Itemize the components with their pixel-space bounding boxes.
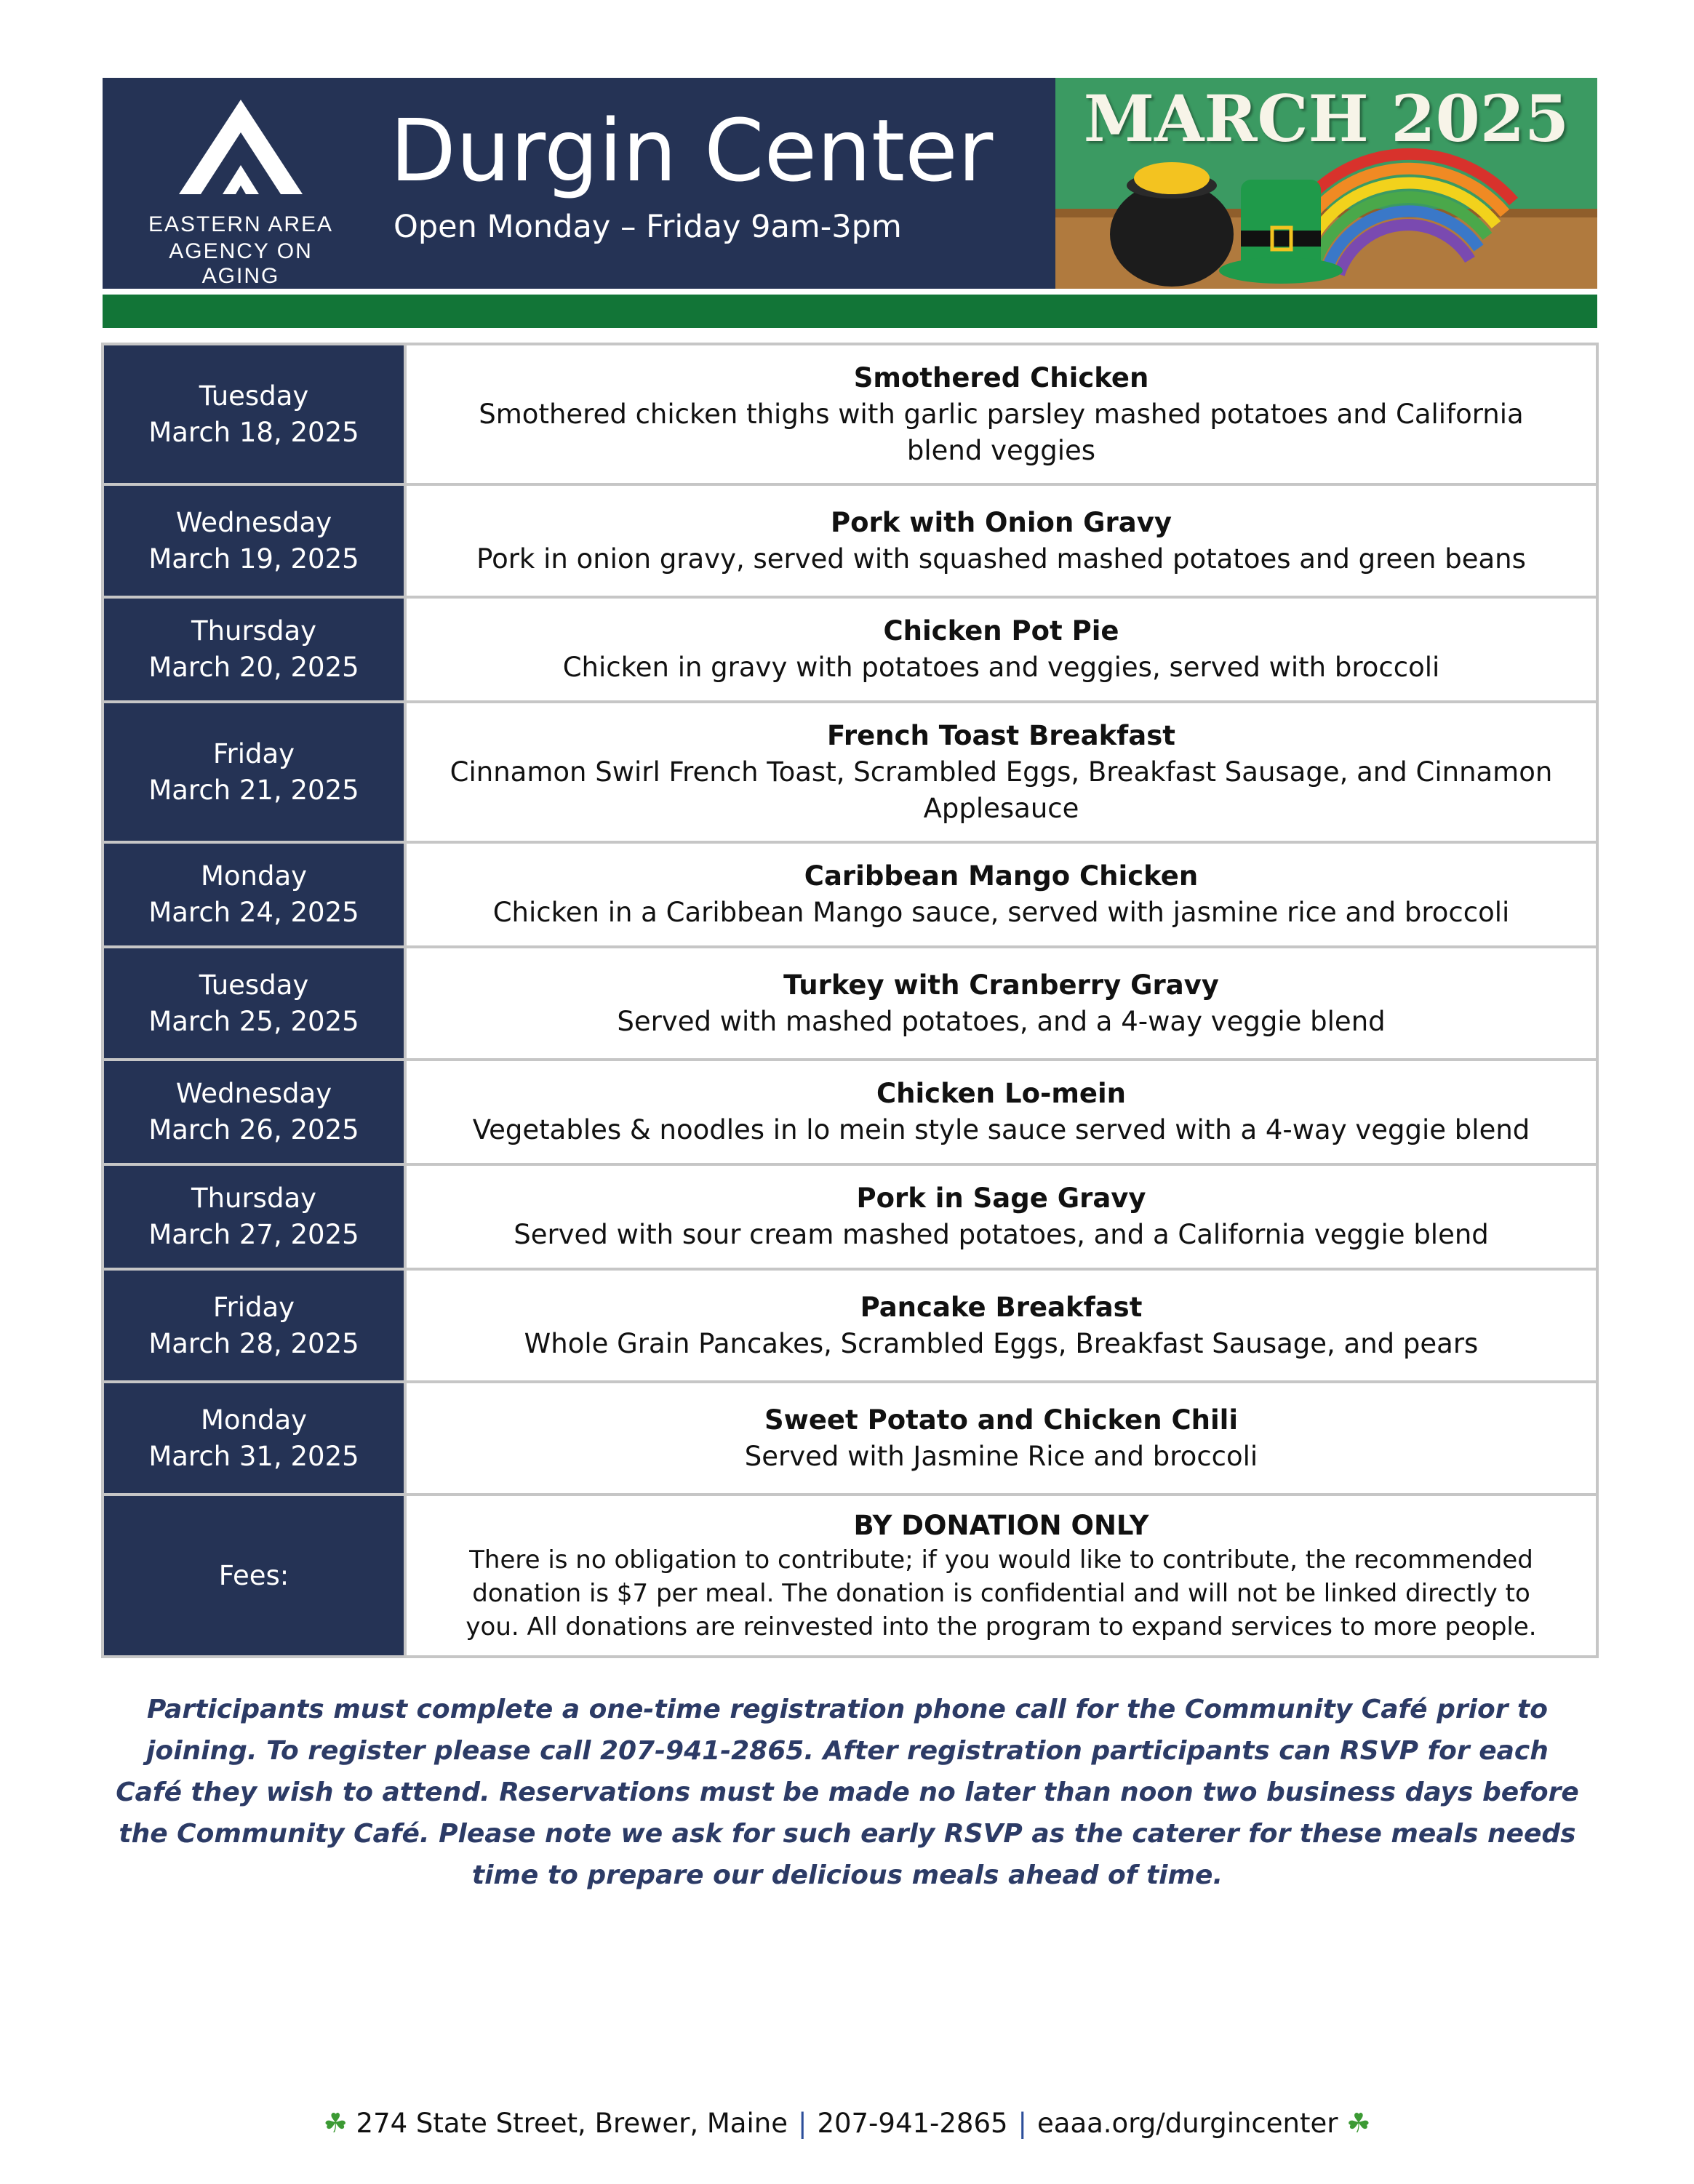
fees-label-cell	[103, 1495, 405, 1657]
meal-description: Pork in onion gravy, served with squashed mashed potatoes and green beans	[476, 543, 1526, 575]
meal-description-cell	[405, 597, 1597, 702]
meal-description-cell	[405, 947, 1597, 1060]
meal-name: Turkey with Cranberry Gravy	[783, 969, 1219, 1001]
table-row	[103, 484, 1597, 597]
meal-date-cell	[103, 1382, 405, 1495]
footer-separator: |	[1018, 2108, 1028, 2139]
meal-date: March 21, 2025	[148, 774, 359, 806]
meal-description-cell	[405, 1269, 1597, 1382]
meal-description: Cinnamon Swirl French Toast, Scrambled Eggs, Breakfast Sausage, and Cinnamon Applesauce	[450, 756, 1553, 824]
meal-description-cell	[405, 484, 1597, 597]
meal-date: March 20, 2025	[148, 652, 359, 683]
meal-day: Thursday	[191, 615, 317, 647]
meal-day: Tuesday	[199, 380, 309, 412]
table-row	[103, 1060, 1597, 1164]
meal-date-cell	[103, 842, 405, 947]
footer-website[interactable]: eaaa.org/durgincenter	[1037, 2108, 1338, 2139]
meal-day: Monday	[200, 860, 308, 892]
meal-date: March 26, 2025	[148, 1114, 359, 1145]
org-name-line1: EASTERN AREA	[148, 212, 334, 236]
header-banner	[103, 78, 1597, 289]
meal-date-cell	[103, 702, 405, 842]
meal-description-cell	[405, 842, 1597, 947]
meal-description-cell	[405, 1060, 1597, 1164]
fees-text: There is no obligation to contribute; if you would like to contribute, the recommended donation is $7 per meal. The donation is confidential and will not be linked directly to you. All donations are reinvested into the program to expand services to more people.	[466, 1545, 1537, 1641]
footer-phone[interactable]: 207-941-2865	[817, 2108, 1008, 2139]
meal-menu-table	[101, 343, 1599, 1658]
meal-description: Chicken in a Caribbean Mango sauce, served with jasmine rice and broccoli	[492, 897, 1510, 928]
month-title: MARCH 2025	[1083, 81, 1570, 156]
meal-date-cell	[103, 484, 405, 597]
meal-name: Pancake Breakfast	[860, 1291, 1143, 1323]
meal-name: Pork in Sage Gravy	[856, 1183, 1146, 1214]
mountain-logo-icon	[179, 100, 303, 194]
table-row	[103, 1269, 1597, 1382]
meal-day: Wednesday	[175, 506, 332, 538]
meal-date: March 28, 2025	[148, 1327, 359, 1359]
meal-date: March 31, 2025	[148, 1440, 359, 1472]
clover-icon: ☘	[1346, 2108, 1371, 2139]
table-row	[103, 842, 1597, 947]
table-row	[103, 344, 1597, 484]
meal-description: Whole Grain Pancakes, Scrambled Eggs, Breakfast Sausage, and pears	[524, 1327, 1479, 1359]
meal-date: March 27, 2025	[148, 1219, 359, 1250]
meal-description-cell	[405, 1164, 1597, 1269]
footer-address: 274 State Street, Brewer, Maine	[356, 2108, 788, 2139]
registration-note: Participants must complete a one-time registration phone call for the Community Café prior to joining. To register please call 207-941-2865. After registration participants can RSVP for each Café they wish to attend. Reservations must be made no later than noon two business days before the Community Café. Please note we ask for such early RSVP as the caterer for these meals needs time to prepare our delicious meals ahead of time.	[116, 1695, 1579, 1890]
fees-row	[103, 1495, 1597, 1657]
month-banner	[1055, 78, 1597, 289]
meal-date-cell	[103, 1269, 405, 1382]
meal-date: March 25, 2025	[148, 1005, 359, 1037]
fees-heading: BY DONATION ONLY	[853, 1509, 1149, 1541]
meal-description: Served with mashed potatoes, and a 4-way veggie blend	[617, 1005, 1386, 1037]
meal-name: Chicken Lo-mein	[876, 1078, 1127, 1109]
meal-name: Chicken Pot Pie	[883, 615, 1119, 647]
page-title: Durgin Center	[390, 100, 994, 201]
meal-date-cell	[103, 947, 405, 1060]
opening-hours: Open Monday – Friday 9am-3pm	[393, 209, 902, 245]
meal-date-cell	[103, 1164, 405, 1269]
clover-icon: ☘	[323, 2108, 348, 2139]
meal-date-cell	[103, 597, 405, 702]
footer	[0, 2108, 1694, 2139]
meal-date: March 18, 2025	[148, 416, 359, 448]
meal-day: Wednesday	[175, 1078, 332, 1109]
meal-description: Served with Jasmine Rice and broccoli	[744, 1440, 1258, 1472]
meal-name: Caribbean Mango Chicken	[804, 860, 1199, 892]
meal-description: Chicken in gravy with potatoes and veggies, served with broccoli	[562, 652, 1440, 683]
meal-name: Pork with Onion Gravy	[831, 506, 1172, 538]
meal-date: March 19, 2025	[148, 543, 359, 575]
meal-description-cell	[405, 702, 1597, 842]
meal-day: Thursday	[191, 1183, 317, 1214]
meal-date-cell	[103, 344, 405, 484]
meal-date-cell	[103, 1060, 405, 1164]
table-row	[103, 1382, 1597, 1495]
green-divider-bar	[103, 295, 1597, 328]
meal-day: Tuesday	[199, 969, 309, 1001]
table-row	[103, 1164, 1597, 1269]
meal-date: March 24, 2025	[148, 897, 359, 928]
meal-name: French Toast Breakfast	[827, 719, 1175, 751]
table-row	[103, 947, 1597, 1060]
fees-description-cell	[405, 1495, 1597, 1657]
agency-logo	[132, 100, 350, 288]
meal-name: Smothered Chicken	[853, 361, 1149, 393]
table-row	[103, 702, 1597, 842]
meal-description: Served with sour cream mashed potatoes, and a California veggie blend	[514, 1219, 1489, 1250]
meal-name: Sweet Potato and Chicken Chili	[764, 1404, 1239, 1436]
footer-separator: |	[797, 2108, 807, 2139]
fees-label: Fees:	[218, 1559, 289, 1591]
meal-description: Smothered chicken thighs with garlic parsley mashed potatoes and California blend veggies	[479, 398, 1524, 466]
table-row	[103, 597, 1597, 702]
meal-description: Vegetables & noodles in lo mein style sauce served with a 4-way veggie blend	[472, 1114, 1530, 1145]
meal-day: Friday	[212, 737, 295, 769]
meal-day: Friday	[212, 1291, 295, 1323]
meal-day: Monday	[200, 1404, 308, 1436]
org-name-line2: AGENCY ON AGING	[169, 239, 313, 288]
meal-description-cell	[405, 1382, 1597, 1495]
meal-description-cell	[405, 344, 1597, 484]
